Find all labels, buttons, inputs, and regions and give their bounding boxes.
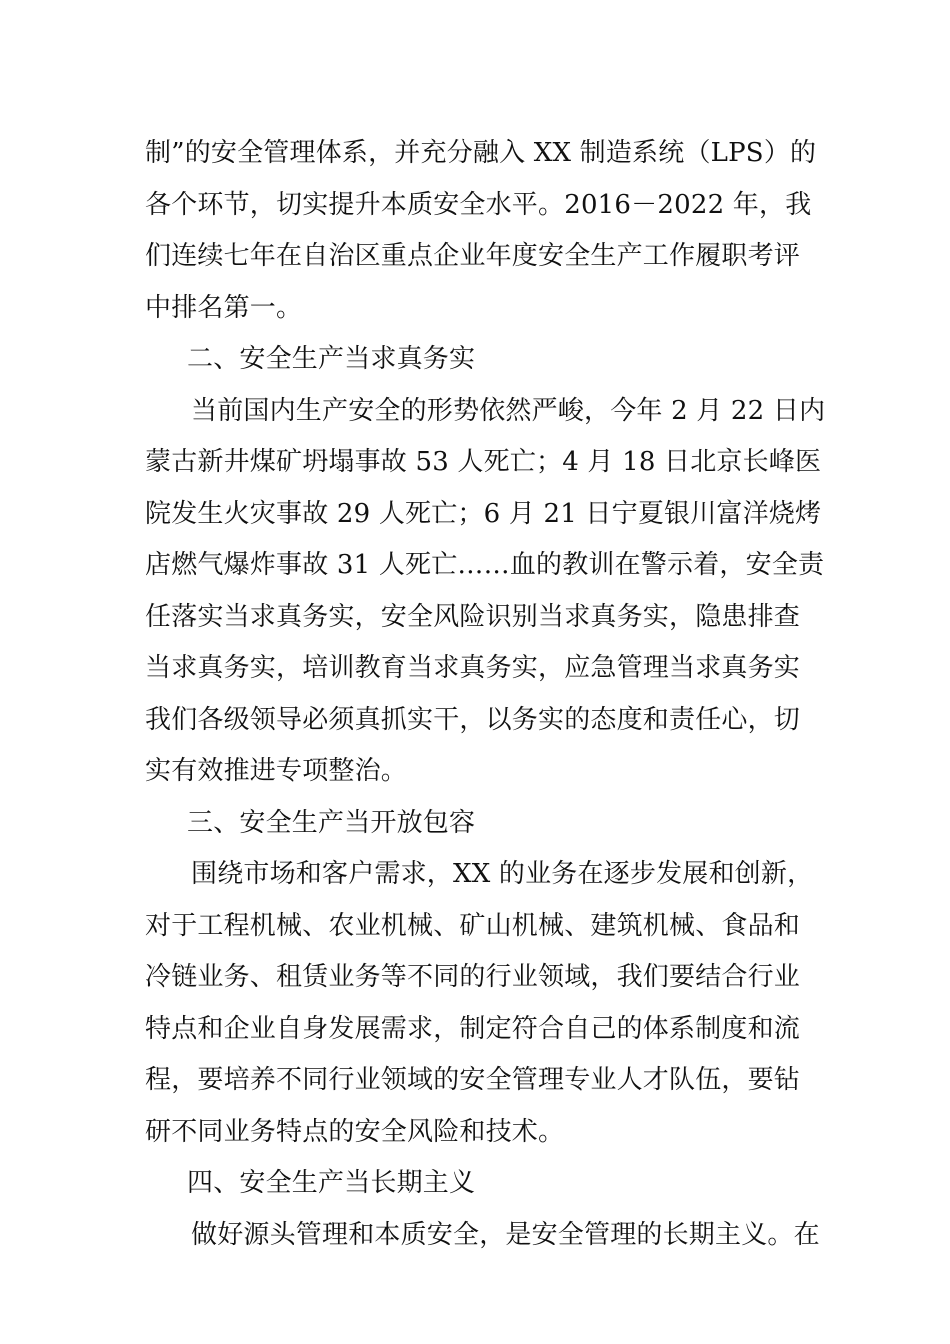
paragraph-line: 对于工程机械、农业机械、矿山机械、建筑机械、食品和 [145,910,801,941]
paragraph-line: 研不同业务特点的安全风险和技术。 [145,1116,565,1147]
paragraph-line: 当求真务实，培训教育当求真务实，应急管理当求真务实 [145,653,801,683]
paragraph-line: 制”的安全管理体系，并充分融入 XX 制造系统（LPS）的 [145,138,817,168]
paragraph-line: 蒙古新井煤矿坍塌事故 53 人死亡；4 月 18 日北京长峰医 [145,447,822,477]
paragraph-line: 当前国内生产安全的形势依然严峻，今年 2 月 22 日内 [191,395,826,426]
paragraph-line: 店燃气爆炸事故 31 人死亡……血的教训在警示着，安全责 [145,550,825,580]
paragraph-line: 中排名第一。 [145,292,303,323]
paragraph-line: 任落实当求真务实，安全风险识别当求真务实，隐患排查 [145,601,801,632]
section-heading: 四、安全生产当长期主义 [187,1168,476,1198]
paragraph-line: 各个环节，切实提升本质安全水平。2016－2022 年，我 [145,189,812,220]
document-body [145,128,826,1261]
paragraph-line: 围绕市场和客户需求，XX 的业务在逐步发展和创新， [191,859,814,889]
paragraph-line: 院发生火灾事故 29 人死亡；6 月 21 日宁夏银川富洋烧烤 [145,498,822,529]
paragraph-line: 们连续七年在自治区重点企业年度安全生产工作履职考评 [145,241,801,271]
paragraph-line: 特点和企业自身发展需求，制定符合自己的体系制度和流 [145,1013,801,1044]
paragraph-line: 冷链业务、租赁业务等不同的行业领域，我们要结合行业 [145,962,801,992]
paragraph-line: 做好源头管理和本质安全，是安全管理的长期主义。在 [191,1219,820,1250]
paragraph-line: 实有效推进专项整治。 [145,756,408,786]
section-heading: 三、安全生产当开放包容 [187,807,476,838]
section-heading: 二、安全生产当求真务实 [187,344,476,374]
paragraph-line: 我们各级领导必须真抓实干，以务实的态度和责任心，切 [145,704,801,735]
paragraph-line: 程，要培养不同行业领域的安全管理专业人才队伍，要钻 [145,1065,801,1095]
